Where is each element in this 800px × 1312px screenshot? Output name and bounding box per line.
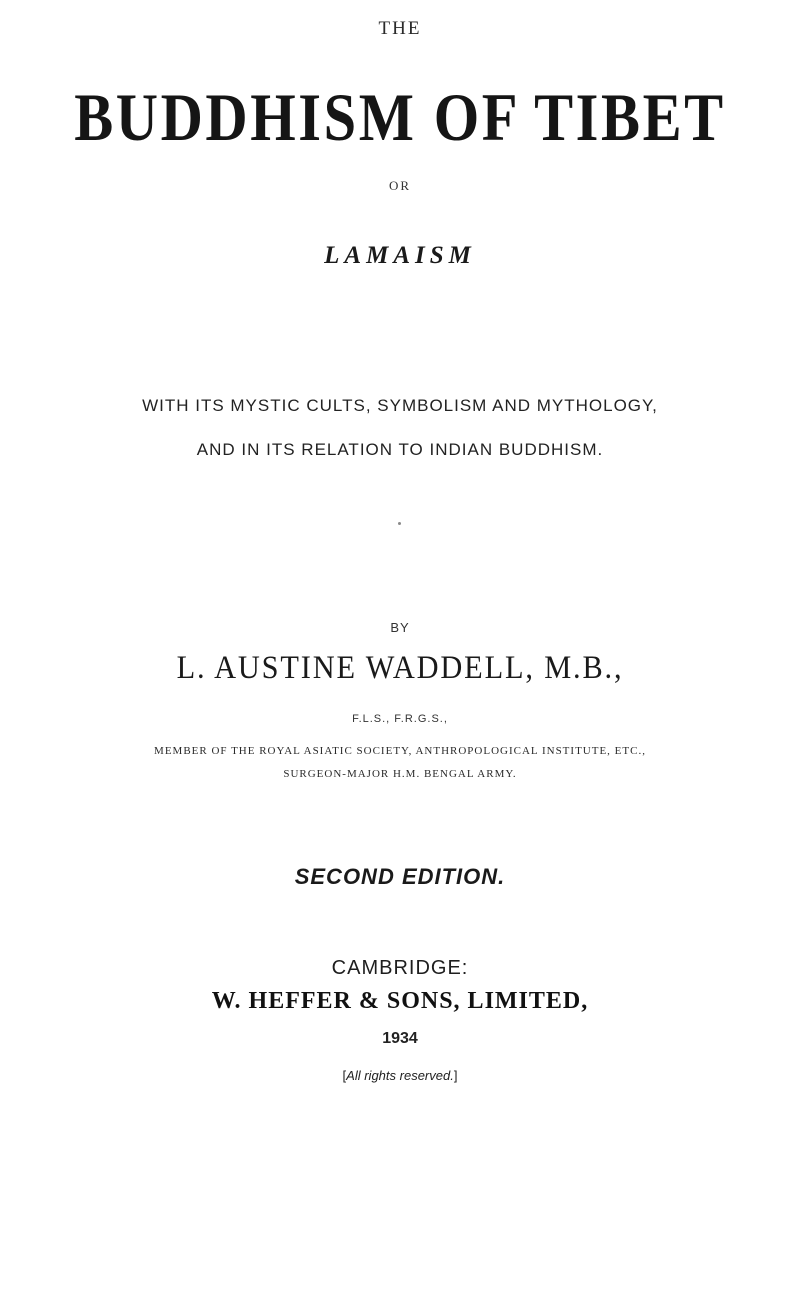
publisher-name: W. HEFFER & SONS, LIMITED,	[211, 988, 589, 1014]
author-name: L. AUSTINE WADDELL, M.B.,	[176, 650, 624, 686]
author-fellowships: F.L.S., F.R.G.S.,	[352, 713, 448, 725]
publication-year: 1934	[382, 1030, 418, 1047]
alternate-title: LAMAISM	[324, 242, 476, 269]
rights-notice	[0, 1068, 800, 1083]
ornament-dot	[398, 522, 401, 525]
rights-text: All rights reserved.	[346, 1068, 454, 1083]
edition-statement: SECOND EDITION.	[294, 864, 506, 889]
book-title: BUDDHISM OF TIBET	[74, 79, 726, 155]
by-line: BY	[390, 620, 410, 635]
author-membership-line-2: SURGEON-MAJOR H.M. BENGAL ARMY.	[283, 768, 517, 780]
subtitle-line-1: WITH ITS MYSTIC CULTS, SYMBOLISM AND MYTHOLOGY,	[142, 396, 658, 415]
publication-city: CAMBRIDGE:	[331, 957, 469, 979]
author-membership-line-1: MEMBER OF THE ROYAL ASIATIC SOCIETY, ANTHROPOLOGICAL INSTITUTE, ETC.,	[154, 745, 646, 757]
title-conjunction: OR	[388, 178, 412, 193]
title-prefix: THE	[378, 18, 422, 39]
rights-bracket-open: [	[342, 1068, 347, 1083]
rights-bracket-close: ]	[453, 1068, 458, 1083]
subtitle-line-2: AND IN ITS RELATION TO INDIAN BUDDHISM.	[196, 440, 604, 459]
